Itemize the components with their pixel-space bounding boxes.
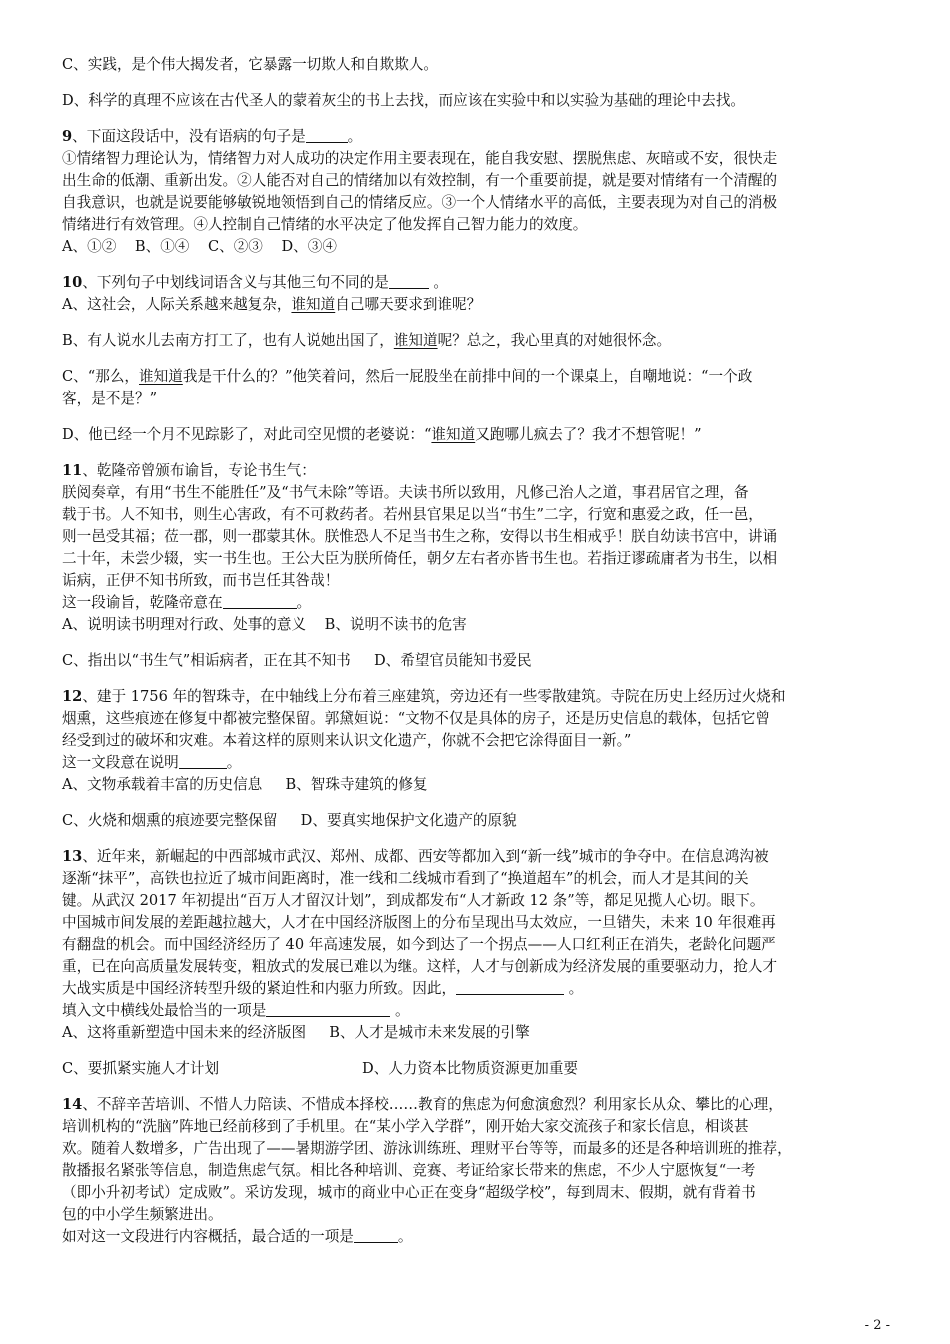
passage-line: 情绪进行有效管理。④人控制自己情绪的水平决定了他发挥自己智力能力的效度。	[62, 216, 588, 233]
passage-line: 包的中小学生频繁进出。	[62, 1206, 223, 1223]
answer-blank	[306, 128, 348, 143]
document-page	[62, 54, 892, 1248]
passage-line: 载于书。人不知书，则生心害政，有不可救药者。若州县官果足以当“书生”二字，行宽和惠爱之政，任一邑，	[62, 506, 763, 523]
passage-line: 诟病，正伊不知书所致，而书岂任其咎哉！	[62, 572, 340, 589]
passage-line: 出生命的低潮、重新出发。②人能否对自己的情绪加以有效控制，有一个重要前提，就是要对情绪有一个清醒的	[62, 172, 778, 189]
answer-blank	[389, 274, 429, 289]
question-12-line: 12、建于 1756 年的智珠寺，在中轴线上分布着三座建筑，旁边还有一些零散建筑。寺院在历史上经历过火烧和	[62, 688, 786, 705]
passage-line: 键。从武汉 2017 年初提出“百万人才留汉计划”，到成都发布“人才新政 12 条”等，都足见揽人心切。眼下。	[62, 892, 765, 909]
passage-line: 大战实质是中国经济转型升级的紧迫性和内驱力所致。因此， 。	[62, 980, 584, 997]
option-c-continued: 客，是不是？”	[62, 390, 158, 407]
passage-line: 有翻盘的机会。而中国经济经历了 40 年高速发展，如今到达了一个拐点——人口红利正在消失，老龄化问题严	[62, 936, 776, 953]
question-13-line: 13、近年来，新崛起的中西部城市武汉、郑州、成都、西安等都加入到“新一线”城市的争夺中。在信息鸿沟被	[62, 848, 769, 865]
answer-blank	[179, 754, 227, 769]
option-d-line: D、科学的真理不应该在古代圣人的蒙着灰尘的书上去找，而应该在实验中和以实验为基础的理论中去找。	[62, 92, 746, 109]
passage-line: 烟熏，这些痕迹在修复中都被完整保留。郭黛姮说：“文物不仅是具体的房子，还是历史信息的载体，包括它曾	[62, 710, 770, 727]
options-ab: A、说明读书明理对行政、处事的意义 B、说明不读书的危害	[62, 616, 467, 633]
passage-line: ①情绪智力理论认为，情绪智力对人成功的决定作用主要表现在，能自我安慰、摆脱焦虑、灰暗或不安，很快走	[62, 150, 778, 167]
question-9-stem: 9、下面这段话中，没有语病的句子是 。	[62, 128, 363, 145]
passage-line: 自我意识，也就是说要能够敏锐地领悟到自己的情绪反应。③一个人情绪水平的高低，主要表现为对自己的消极	[62, 194, 778, 211]
question-13	[62, 846, 892, 1080]
options-ab: A、这将重新塑造中国未来的经济版图 B、人才是城市未来发展的引擎	[62, 1024, 530, 1041]
question-9-options: A、①② B、①④ C、②③ D、③④	[62, 238, 337, 255]
passage-line: 二十年，未尝少辍，实一书生也。王公大臣为朕所倚任，朝夕左右者亦皆书生也。若指迂谬疏庸者为书生，以相	[62, 550, 778, 567]
passage-line: （即小升初考试）定成败”。采访发现，城市的商业中心正在变身“超级学校”，每到周末、假期，就有背着书	[62, 1184, 756, 1201]
page-number: - 2 -	[864, 1318, 890, 1333]
passage-line: 逐渐“抹平”，高铁也拉近了城市间距离时，准一线和二线城市看到了“换道超车”的机会，而人才是其间的关	[62, 870, 749, 887]
answer-blank	[266, 1002, 390, 1017]
question-11-question: 这一段谕旨，乾隆帝意在 。	[62, 594, 312, 611]
question-14	[62, 1094, 892, 1248]
passage-line: 朕阅奏章，有用“书生不能胜任”及“书气未除”等语。夫读书所以致用，凡修己治人之道，事君居官之理，备	[62, 484, 749, 501]
option-b: B、有人说水儿去南方打工了，也有人说她出国了，谁知道呢？总之，我心里真的对她很怀念。	[62, 332, 672, 349]
passage-line: 则一邑受其福；莅一郡，则一郡蒙其休。朕惟恐人不足当书生之称，安得以书生相戒乎！朕自幼读书宫中，讲诵	[62, 528, 778, 545]
passage-line: 重，已在向高质量发展转变，粗放式的发展已难以为继。这样，人才与创新成为经济发展的重要驱动力，抢人才	[62, 958, 778, 975]
passage-line: 欢。随着人数增多，广告出现了——暑期游学团、游泳训练班、理财平台等等，而最多的还是各种培训班的推荐，	[62, 1140, 792, 1157]
options-cd: C、火烧和烟熏的痕迹要完整保留 D、要真实地保护文化遗产的原貌	[62, 812, 517, 829]
option-c-line: C、实践，是个伟大揭发者，它暴露一切欺人和自欺欺人。	[62, 56, 439, 73]
options-cd: C、指出以“书生气”相诟病者，正在其不知书 D、希望官员能知书爱民	[62, 652, 532, 669]
answer-blank	[354, 1228, 398, 1243]
question-12	[62, 686, 892, 832]
question-13-question: 填入文中横线处最恰当的一项是 。	[62, 1002, 410, 1019]
underlined-phrase: 谁知道	[393, 332, 438, 349]
passage-line: 培训机构的“洗脑”阵地已经前移到了手机里。在“某小学入学群”，刚开始大家交流孩子和家长信息，相谈甚	[62, 1118, 749, 1135]
question-12-question: 这一文段意在说明 。	[62, 754, 242, 771]
passage-line: 中国城市间发展的差距越拉越大，人才在中国经济版图上的分布呈现出马太效应，一旦错失，未来 10 年很难再	[62, 914, 776, 931]
passage-line: 经受到过的破坏和灾难。本着这样的原则来认识文化遗产，你就不会把它涂得面目一新。”	[62, 732, 632, 749]
underlined-phrase: 谁知道	[291, 296, 336, 313]
answer-blank	[223, 594, 297, 609]
question-10-stem: 10、下列句子中划线词语含义与其他三句不同的是 。	[62, 274, 449, 291]
question-14-question: 如对这一文段进行内容概括，最合适的一项是 。	[62, 1228, 413, 1245]
option-d: D、他已经一个月不见踪影了，对此司空见惯的老婆说：“谁知道又跑哪儿疯去了？我才不想管呢！”	[62, 426, 702, 443]
passage-line: 散播报名紧张等信息，制造焦虑气氛。相比各种培训、竞赛、考证给家长带来的焦虑，不少人宁愿恢复“一考	[62, 1162, 756, 1179]
answer-blank	[456, 980, 564, 995]
options-cd: C、要抓紧实施人才计划 D、人力资本比物质资源更加重要	[62, 1060, 579, 1077]
underlined-phrase: 谁知道	[139, 368, 183, 385]
underlined-phrase: 谁知道	[431, 426, 476, 443]
question-14-line: 14、不辞辛苦培训、不惜人力陪读、不惜成本择校……教育的焦虑为何愈演愈烈？利用家长从众、攀比的心理，	[62, 1096, 783, 1113]
option-a: A、这社会，人际关系越来越复杂，谁知道自己哪天要求到谁呢？	[62, 296, 482, 313]
question-9	[62, 126, 892, 258]
question-11-stem: 11、乾隆帝曾颁布谕旨，专论书生气：	[62, 462, 316, 479]
option-c: C、“那么，谁知道我是干什么的？”他笑着问，然后一屁股坐在前排中间的一个课桌上，自嘲地说：“一个政	[62, 368, 753, 385]
question-11	[62, 460, 892, 672]
question-10	[62, 272, 892, 446]
options-ab: A、文物承载着丰富的历史信息 B、智珠寺建筑的修复	[62, 776, 428, 793]
